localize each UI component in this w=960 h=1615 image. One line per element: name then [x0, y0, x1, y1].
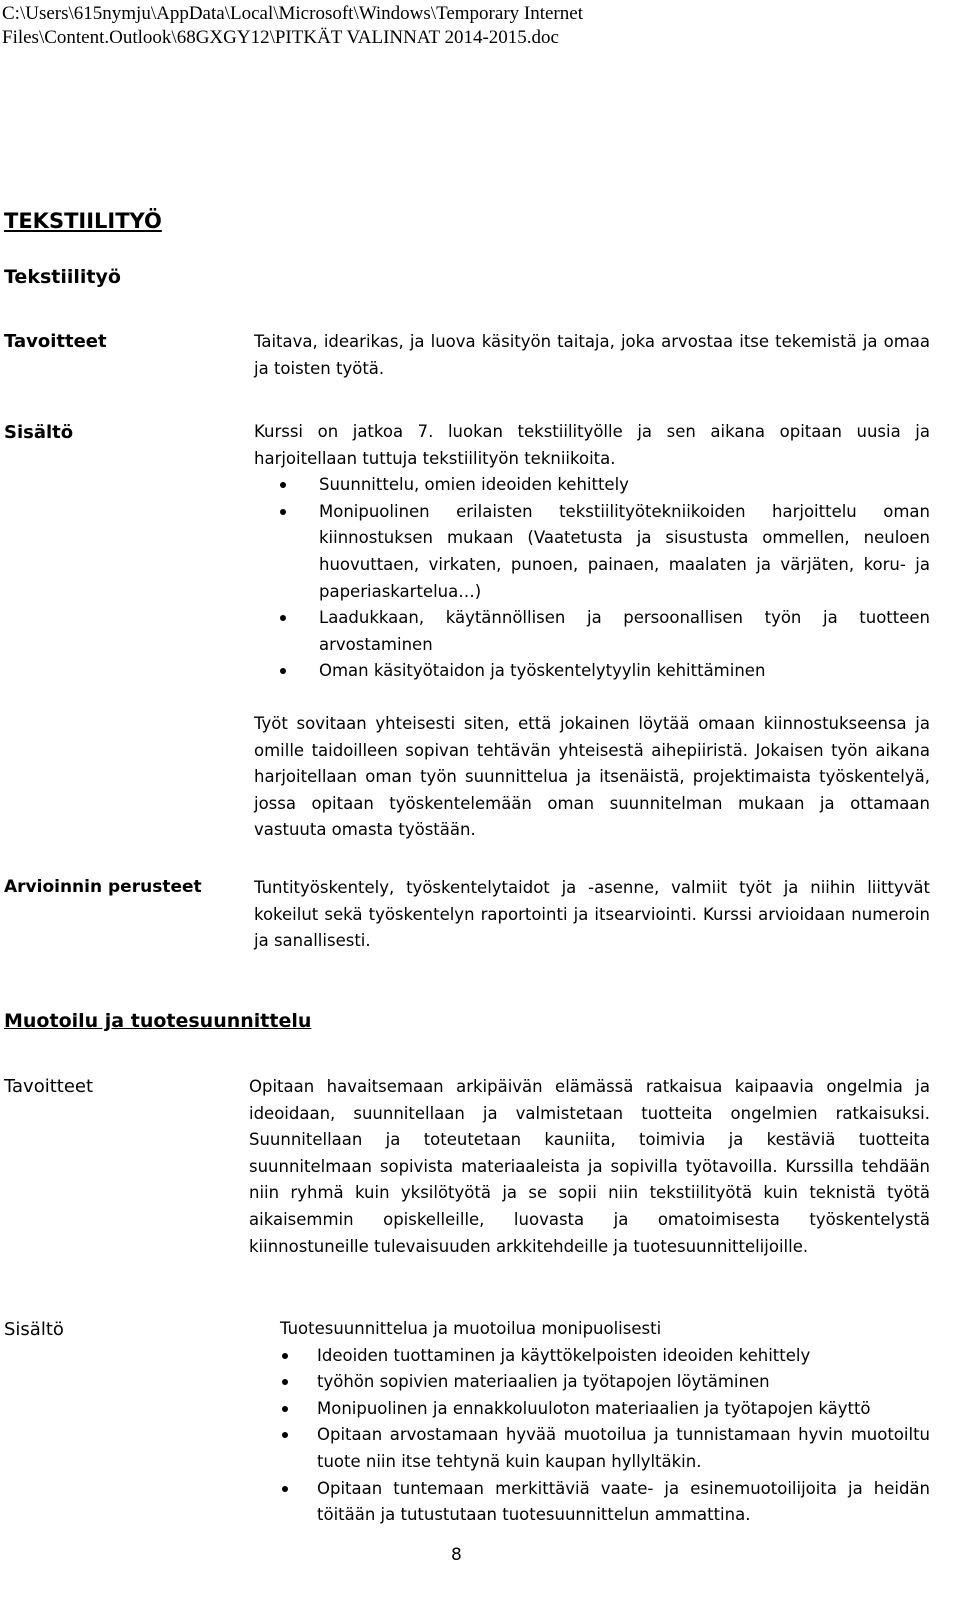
list-item: Ideoiden tuottaminen ja käyttökelpoisten ideoiden kehittely [257, 1343, 930, 1370]
bullet-icon [280, 509, 286, 515]
content-block-2 [280, 1316, 930, 1529]
content-label-2: Sisältö [4, 1319, 64, 1340]
list-item: Opitaan tuntemaan merkittäviä vaate- ja esinemuotoilijoita ja heidän töitään ja tutustutaan tuotesuunnittelun ammattina. [257, 1476, 930, 1529]
content-bullet-list [254, 472, 930, 685]
page-number: 8 [451, 1545, 462, 1565]
assessment-text [254, 875, 930, 955]
list-item: Monipuolinen erilaisten tekstiilityötekniikoiden harjoittelu oman kiinnostuksen mukaan (Vaatetusta ja sisustusta ommellen, neuloen huovuttaen, virkaten, punoen, painaen, maalaten ja värjäten, koru- ja paperiaskartelua…) [254, 499, 930, 605]
section-heading-design: Muotoilu ja tuotesuunnittelu [4, 1010, 312, 1032]
goals-text [254, 329, 930, 382]
goals-text-2 [249, 1074, 930, 1260]
assessment-paragraph: Tuntityöskentely, työskentelytaidot ja -asenne, valmiit työt ja niihin liittyvät kokeilut sekä työskentelyn raportointi ja itsearviointi. Kurssi arvioidaan numeroin ja sanallisesti. [254, 878, 930, 951]
bullet-icon [280, 482, 286, 488]
document-title: TEKSTIILITYÖ [4, 209, 162, 233]
file-path-line-1: C:\Users\615nymju\AppData\Local\Microsoft\Windows\Temporary Internet [2, 3, 583, 24]
content-intro: Kurssi on jatkoa 7. luokan tekstiilityölle ja sen aikana opitaan uusia ja harjoitellaan tuttuja tekstiilityön tekniikoita. [254, 422, 930, 468]
list-item: Monipuolinen ja ennakkoluuloton materiaalien ja työtapojen käyttö [257, 1396, 930, 1423]
content-block [254, 419, 930, 844]
content-bullet-list-2 [257, 1343, 930, 1529]
file-path-line-2: Files\Content.Outlook\68GXGY12\PITKÄT VALINNAT 2014-2015.doc [2, 27, 559, 48]
goals-paragraph: Taitava, idearikas, ja luova käsityön taitaja, joka arvostaa itse tekemistä ja omaa ja toisten työtä. [254, 332, 930, 378]
list-item: Oman käsityötaidon ja työskentelytyylin kehittäminen [254, 658, 930, 685]
assessment-label: Arvioinnin perusteet [4, 877, 202, 897]
content-intro-2: Tuotesuunnittelua ja muotoilua monipuolisesti [280, 1319, 662, 1338]
bullet-icon [280, 668, 286, 674]
goals-label-2: Tavoitteet [4, 1076, 94, 1097]
content-paragraph: Työt sovitaan yhteisesti siten, että jokainen löytää omaan kiinnostukseensa ja omille taidoilleen sopivan tehtävän yhteisestä aihepiiristä. Jokaisen työn aikana harjoitellaan oman työn suunnittelua ja itsenäistä, projektimaista työskentelyä, jossa opitaan työskentelemään oman suunnitelman mukaan ja ottamaan vastuuta omasta työstään. [254, 713, 930, 840]
bullet-icon [282, 1379, 288, 1385]
bullet-icon [282, 1486, 288, 1492]
list-item: työhön sopivien materiaalien ja työtapojen löytäminen [257, 1369, 930, 1396]
list-item: Suunnittelu, omien ideoiden kehittely [254, 472, 930, 499]
list-item: Laadukkaan, käytännöllisen ja persoonallisen työn ja tuotteen arvostaminen [254, 605, 930, 658]
file-path-header [2, 2, 942, 50]
goals-paragraph-2: Opitaan havaitsemaan arkipäivän elämässä ratkaisua kaipaavia ongelmia ja ideoidaan, suunnitellaan ja valmistetaan tuotteita ongelmien ratkaisuksi. Suunnitellaan ja toteutetaan kauniita, toimivia ja kestäviä tuotteita suunnitelmaan sopivista materiaaleista ja sopivilla työtavoilla. Kurssilla tehdään niin ryhmä kuin yksilötyötä ja se sopii niin tekstiilityötä kuin teknistä työtä aikaisemmin opiskelleille, luovasta ja omatoimisesta työskentelystä kiinnostuneille tulevaisuuden arkkitehdeille ja tuotesuunnittelijoille. [249, 1077, 930, 1256]
goals-label: Tavoitteet [4, 331, 107, 352]
bullet-icon [282, 1432, 288, 1438]
list-item: Opitaan arvostamaan hyvää muotoilua ja tunnistamaan hyvin muotoiltu tuote niin itse tehtynä kuin kaupan hyllyltäkin. [257, 1422, 930, 1475]
subject-title: Tekstiilityö [4, 266, 121, 288]
bullet-icon [282, 1406, 288, 1412]
bullet-icon [282, 1353, 288, 1359]
content-label: Sisältö [4, 422, 74, 443]
bullet-icon [280, 615, 286, 621]
